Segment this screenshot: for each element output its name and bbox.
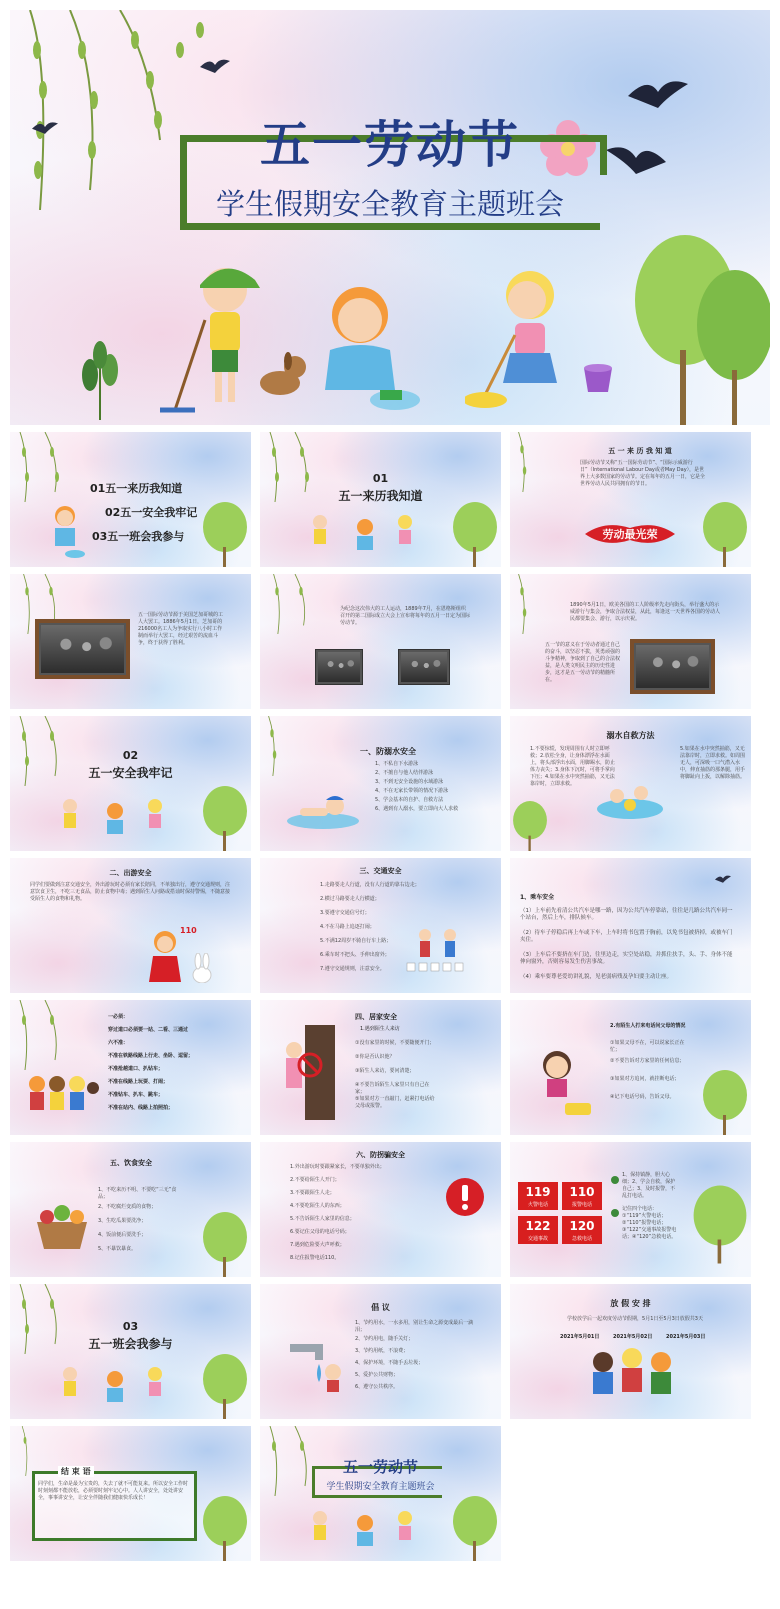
section-number: 01 xyxy=(372,472,389,485)
list-item: 4.不在马路上追逐打闹； xyxy=(320,924,375,930)
slide-title: 倡 议 xyxy=(371,1303,390,1312)
slide-title: 一、防溺水安全 xyxy=(360,747,416,756)
list-item: 7.遇到危险要大声呼救； xyxy=(290,1242,345,1248)
closing-text: 同学们，生命是最为宝贵的，失去了就不可能复来。所以安全工作时时刻刻都不能放松，必须要时刻牢记心中。人人讲安全，处处讲安全，事事讲安全，让安全伴随我们健康快乐成长！ xyxy=(38,1481,189,1501)
slide-title: 结 束 语 xyxy=(58,1466,94,1477)
list-item: ⑤如果对方一直敲门，赶紧打电话给父母或报警。 xyxy=(355,1096,435,1109)
slide-text-2: 五一节的意义在于劳动者通过自己的奋斗，以坚忍不拔，英勇顽强的斗争精神，争取到了自己的合法权益，是人类文明民主的历史性进步，这才是五一劳动节的精髓所在。 xyxy=(545,642,621,683)
list-item: 3、不到无安全设施的水域游泳 xyxy=(375,779,444,785)
list-item: 3、节约用纸，不浪费； xyxy=(355,1348,409,1354)
rabbit-icon xyxy=(190,953,215,983)
willow-branch-icon xyxy=(10,432,80,502)
slide-6-history[interactable] xyxy=(260,574,501,709)
slide-title: 放 假 安 排 xyxy=(610,1299,651,1308)
tree-icon xyxy=(200,1212,250,1277)
list-item: 3.要遵守交通信号灯； xyxy=(320,910,370,916)
swimmer-icon xyxy=(285,786,360,831)
end-subtitle: 学生假期安全教育主题班会 xyxy=(326,1482,435,1492)
list-item: 5、学会基本的自护、自救方法 xyxy=(375,797,444,803)
list-item: 1、节约用水，一水多用，别让生命之源变成最后一滴泪； xyxy=(355,1320,474,1333)
green-dot-icon xyxy=(610,1175,620,1185)
girl-icon xyxy=(45,502,85,562)
girl-washing-icon xyxy=(310,280,420,420)
slide-title: 五、饮食安全 xyxy=(110,1159,152,1167)
slide-18-anti-abduction[interactable] xyxy=(260,1142,501,1277)
slide-text-right: 5.如果在水中突然抽筋，又无法靠岸时，立即求救。如周围无人，可深吸一口气潜入水中，伸直抽筋的那条腿，用手将脚趾向上扳，以解除抽筋。 xyxy=(680,746,746,780)
hero-slide[interactable] xyxy=(10,10,770,425)
dog-icon xyxy=(250,345,310,405)
list-item: ②不要告诉对方家里的任何信息； xyxy=(610,1058,685,1064)
list-item: ①没有家里的时候，不要随便开门； xyxy=(355,1040,435,1046)
slide-10-self-rescue[interactable] xyxy=(510,716,751,851)
slide-text: 五一国际劳动节源于美国芝加哥城的工人大罢工。1886年5月1日，芝加哥的216000名工人为争取实行八小时工作制而举行大罢工，经过艰苦的流血斗争，终于获得了胜利。 xyxy=(138,612,224,646)
contents-item-1: 01五一来历我知道 xyxy=(90,482,183,495)
list-item: 6.要记住父母的电话号码； xyxy=(290,1229,350,1235)
list-item: 2、不吃腐烂变质的食物； xyxy=(98,1204,157,1210)
door-warning-icon xyxy=(280,1020,340,1125)
list-item: 1.外出游玩时要跟紧家长，不要单独外出； xyxy=(290,1164,385,1170)
date-2: 2021年5月02日 xyxy=(613,1334,653,1340)
slide-24-end[interactable] xyxy=(260,1426,501,1561)
slide-title: 1、乘车安全 xyxy=(520,894,555,901)
date-3: 2021年5月03日 xyxy=(666,1334,706,1340)
section-title: 五一来历我知道 xyxy=(338,489,423,503)
swallow-icon xyxy=(715,873,731,884)
list-item: （3）上车后不要挤在车门边，往里边走，实空处站稳，并抓住扶手，头、手、身体不能伸向窗外，否则容易发生伤害事故。 xyxy=(520,952,733,965)
tree-icon xyxy=(200,786,250,851)
slide-text: 为纪念这次伟大的工人运动，1889年7月，在恩格斯组织召开的第二国际成立大会上宣布将每年的五月一日定为国际劳动节。 xyxy=(340,606,471,626)
slide-21-proposal[interactable] xyxy=(260,1284,501,1419)
happy-kids-icon xyxy=(585,1344,680,1409)
rule-line: 一必须： xyxy=(108,1014,129,1020)
police-sign: 110 xyxy=(180,926,197,935)
emergency-box: 122 交通事故 xyxy=(518,1216,558,1244)
crosswalk-kids-icon xyxy=(405,923,475,973)
history-photo xyxy=(35,619,130,679)
kids-in-pool-icon xyxy=(595,771,665,821)
tree-icon xyxy=(200,502,250,567)
list-item: （4）乘车要尊老爱幼讲礼貌，见老弱病残及孕妇要主动让座。 xyxy=(520,974,673,980)
willow-branch-icon xyxy=(510,432,570,492)
slide-text: 国际劳动节又称“五一国际劳动节”、“国际示威游行日”（International Labour Day或者May Day），是世界上大多数国家的劳动节。定在每年的五月一日，它是全世界劳动人民共同拥有的节日。 xyxy=(580,460,706,487)
list-item: 3、生吃瓜果要洗净； xyxy=(98,1218,147,1224)
list-item: 5.不告诉陌生人家里的信息； xyxy=(290,1216,355,1222)
section-title: 五一班会我参与 xyxy=(88,1337,173,1351)
tips-text: 记住四个电话：①“119”火警电话；②“110”报警电话；③“122”交通事故报警电话；④“120”急救电话。 xyxy=(622,1206,677,1240)
kids-cleaning-icon xyxy=(55,796,175,846)
green-dot-icon xyxy=(610,1208,620,1218)
list-item: 5.不满12周岁不骑自行车上路； xyxy=(320,938,392,944)
list-item: ②你是否认识他？ xyxy=(355,1054,395,1060)
fruit-basket-icon xyxy=(32,1197,92,1252)
tree-icon xyxy=(630,230,770,425)
slide-13-bus-safety[interactable] xyxy=(510,858,751,993)
list-item: 4、饭前便后要洗手； xyxy=(98,1232,147,1238)
girl-icon xyxy=(145,928,185,988)
contents-item-2: 02五一安全我牢记 xyxy=(105,506,198,519)
emergency-box: 119 火警电话 xyxy=(518,1182,558,1210)
history-photo xyxy=(315,649,363,685)
tree-icon xyxy=(690,1172,750,1277)
kids-cleaning-icon xyxy=(305,1508,425,1558)
list-item: 1.走路要走人行道，没有人行道的靠右边走； xyxy=(320,882,420,888)
section-number: 03 xyxy=(122,1320,139,1333)
list-item: 5、爱护公共财物； xyxy=(355,1372,399,1378)
list-item: 7.遵守交通规则，注意安全。 xyxy=(320,966,385,972)
list-item: 2.不要给陌生人开门； xyxy=(290,1177,340,1183)
rule-line: 六不准： xyxy=(108,1040,129,1046)
list-item: 2.横过马路要走人行横道； xyxy=(320,896,380,902)
slide-4-origin[interactable] xyxy=(510,432,751,567)
list-item: 1、不私自下水游泳 xyxy=(375,761,419,767)
end-title: 五一劳动节 xyxy=(342,1458,418,1476)
labor-badge xyxy=(585,520,675,548)
list-item: ④不要告诉陌生人家里只有自己在家； xyxy=(355,1082,430,1095)
slide-text: 同学们要做到注意交通安全，外出游玩时必须有家长陪同，不单独出行，遵守交通规则，注意饮食卫生，不吃三无食品，防止食物中毒；遇到陌生人问路或搭讪时保持警惕，不随意接受陌生人的食物和礼物。 xyxy=(30,882,231,902)
slide-17-food-safety[interactable] xyxy=(10,1142,251,1277)
emergency-box: 110 报警电话 xyxy=(562,1182,602,1210)
kids-cleaning-icon xyxy=(55,1364,175,1414)
alert-icon xyxy=(445,1177,485,1217)
slide-7-history[interactable] xyxy=(510,574,751,709)
slide-20-section-03[interactable] xyxy=(10,1284,251,1419)
slide-12-traffic[interactable] xyxy=(260,858,501,993)
tree-icon xyxy=(700,1070,750,1135)
history-photo xyxy=(630,639,715,694)
slide-3-section-01[interactable] xyxy=(260,432,501,567)
list-item: 2、不擅自与他人结伴游泳 xyxy=(375,770,434,776)
slide-title: 2.有陌生人打来电话问父母的情况 xyxy=(610,1023,686,1029)
tips-text: 1、保持镇静，胆大心细；2、学会自救，保护自己；3、及时报警，不乱打电话。 xyxy=(622,1172,676,1199)
hero-subtitle: 学生假期安全教育主题班会 xyxy=(215,187,564,221)
list-item: 2、节约用电，随手关灯； xyxy=(355,1336,414,1342)
girl-mopping-icon xyxy=(465,265,585,415)
water-tap-icon xyxy=(285,1334,345,1394)
slide-23-closing[interactable] xyxy=(10,1426,251,1561)
slide-14-railway[interactable] xyxy=(10,1000,251,1135)
section-title: 五一安全我牢记 xyxy=(88,766,173,780)
list-item: 8.记住报警电话110。 xyxy=(290,1255,340,1261)
slide-title: 五 一 来 历 我 知 道 xyxy=(608,447,672,455)
list-item: 4、不在无家长带领的情况下游泳 xyxy=(375,788,449,794)
history-photo xyxy=(398,649,450,685)
willow-branch-icon xyxy=(10,1000,80,1070)
contents-item-3: 03五一班会我参与 xyxy=(92,530,185,543)
slide-subtitle: 1.遇到陌生人来访 xyxy=(360,1026,400,1032)
list-item: 4.不要吃陌生人的东西； xyxy=(290,1203,345,1209)
slide-15-home-safety[interactable] xyxy=(260,1000,501,1135)
slide-5-history[interactable] xyxy=(10,574,251,709)
tree-icon xyxy=(200,1496,250,1561)
slide-title: 六、防拐骗安全 xyxy=(356,1151,405,1159)
tree-icon xyxy=(700,502,750,567)
schedule-text: 学校放学后一起欢度劳动节假期，5月1日至5月3日放假共3天 xyxy=(567,1316,703,1322)
kids-cleaning-icon xyxy=(305,512,425,562)
slide-19-emergency-numbers[interactable] xyxy=(510,1142,751,1277)
slide-text-1: 1890年5月1日，欧美各国的工人阶级率先走向街头，举行盛大的示威游行与集会，争取合法权益，从此，每逢这一天世界各国的劳动人民都要集会、游行，以示庆祝。 xyxy=(570,602,721,622)
slide-title: 二、出游安全 xyxy=(109,869,152,877)
willow-branch-icon xyxy=(260,574,330,634)
list-item: 1、不吃来历不明、不要吃“三无”食品； xyxy=(98,1187,177,1200)
willow-branch-icon xyxy=(260,716,320,776)
list-item: 6.乘车时不把头、手伸出窗外； xyxy=(320,952,390,958)
list-item: 3.不要跟陌生人走； xyxy=(290,1190,335,1196)
slide-9-drowning[interactable] xyxy=(260,716,501,851)
rule-line: 穿过道口必须要一站、二看、三通过 xyxy=(108,1027,189,1033)
list-item: 4、保护环境，不随手丢垃圾； xyxy=(355,1360,424,1366)
list-item: 6、遇到有人溺水，要立即向大人求救 xyxy=(375,806,459,812)
slide-text-left: 1.不要惊慌，发现周围有人时立即呼救；2.放松全身，让身体漂浮在水面上，将头部浮出水面，用脚踢水，防止体力丧失；3.身体下沉时，可将手掌向下压；4.如果在水中突然抽筋，又无法靠岸时，立即求救。 xyxy=(530,746,616,787)
list-item: ③陌生人来访，要问清楚； xyxy=(355,1068,415,1074)
girl-phone-icon xyxy=(535,1045,595,1120)
list-item: ③如果对方追问，就挂断电话； xyxy=(610,1076,680,1082)
slide-22-holiday-schedule[interactable] xyxy=(510,1284,751,1419)
slide-title: 溺水自救方法 xyxy=(606,731,655,740)
rule-line: 不准在线路上玩耍、打闹； xyxy=(108,1079,169,1085)
badge-text: 劳动最光荣 xyxy=(602,528,658,541)
rule-line: 不准在站内、线路上拍照拍； xyxy=(108,1105,174,1111)
slide-16-phone-safety[interactable] xyxy=(510,1000,751,1135)
list-item: （1）上车前先看清公共汽车是哪一路，因为公共汽车停靠站，往往是几路公共汽车同一个站台，然后上车，排队候车。 xyxy=(520,908,733,921)
list-item: （2）待车子停稳后再上车或下车，上车时将书包置于胸前，以免书包被挤掉，或被车门夹住。 xyxy=(520,930,733,943)
date-1: 2021年5月01日 xyxy=(560,1334,600,1340)
list-item: 5、不暴饮暴食。 xyxy=(98,1246,137,1252)
rule-line: 不准钻车、扒车、跳车； xyxy=(108,1092,164,1098)
slide-11-travel[interactable] xyxy=(10,858,251,993)
children-group-icon xyxy=(25,1070,100,1120)
hero-title: 五一劳动节 xyxy=(260,115,520,174)
tree-icon xyxy=(510,801,550,851)
plant-icon xyxy=(70,340,130,420)
tree-icon xyxy=(450,1496,500,1561)
slide-8-section-02[interactable] xyxy=(10,716,251,851)
list-item: ④记下电话号码，告诉父母。 xyxy=(610,1094,675,1100)
swallow-icon xyxy=(200,55,230,75)
tree-icon xyxy=(450,502,500,567)
section-number: 02 xyxy=(122,749,139,762)
willow-branch-icon xyxy=(510,574,570,634)
tree-icon xyxy=(200,1354,250,1419)
rule-line: 不准抢越道口、扒钻车； xyxy=(108,1066,164,1072)
list-item: 6、遵守公共秩序。 xyxy=(355,1384,399,1390)
bucket-icon xyxy=(580,360,616,394)
slide-2-contents[interactable] xyxy=(10,432,251,567)
slide-title: 四、居家安全 xyxy=(355,1013,397,1021)
emergency-box: 120 急救电话 xyxy=(562,1216,602,1244)
slide-title: 三、交通安全 xyxy=(359,867,402,875)
list-item: ①如果父母不在，可以说家长正在忙； xyxy=(610,1040,685,1053)
rule-line: 不准在铁路线路上行走、坐卧、逗留； xyxy=(108,1053,194,1059)
